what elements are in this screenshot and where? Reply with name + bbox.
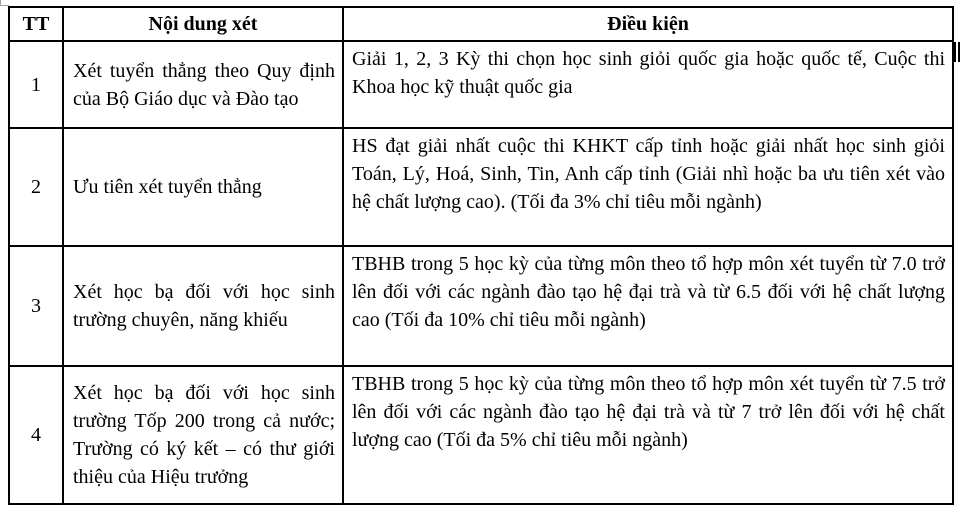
table-header-row	[9, 7, 953, 41]
condition-cell: Giải 1, 2, 3 Kỳ thi chọn học sinh giỏi quốc gia hoặc quốc tế, Cuộc thi Khoa học kỹ thuật quốc gia	[343, 41, 953, 128]
cursor-bar	[958, 42, 960, 62]
header-content: Nội dung xét	[63, 7, 343, 41]
table-row	[9, 128, 953, 246]
content-cell: Xét học bạ đối với học sinh trường Tốp 200 trong cả nước; Trường có ký kết – có thư giới thiệu của Hiệu trưởng	[63, 366, 343, 504]
header-tt: TT	[9, 7, 63, 41]
table-row	[9, 41, 953, 128]
condition-cell: TBHB trong 5 học kỳ của từng môn theo tổ hợp môn xét tuyển từ 7.5 trở lên đối với các ngành đào tạo hệ đại trà và từ 7 trở lên đối với hệ chất lượng cao (Tối đa 5% chỉ tiêu mỗi ngành)	[343, 366, 953, 504]
header-condition: Điều kiện	[343, 7, 953, 41]
row-number-cell: 4	[9, 366, 63, 504]
content-cell: Ưu tiên xét tuyển thẳng	[63, 128, 343, 246]
text-cursor-artifact	[954, 42, 961, 62]
content-cell: Xét tuyển thẳng theo Quy định của Bộ Giáo dục và Đào tạo	[63, 41, 343, 128]
row-number-cell: 3	[9, 246, 63, 366]
condition-cell: TBHB trong 5 học kỳ của từng môn theo tổ hợp môn xét tuyển từ 7.0 trở lên đối với các ngành đào tạo hệ đại trà và từ 6.5 đối với hệ chất lượng cao (Tối đa 10% chỉ tiêu mỗi ngành)	[343, 246, 953, 366]
row-number-cell: 1	[9, 41, 63, 128]
content-cell: Xét học bạ đối với học sinh trường chuyên, năng khiếu	[63, 246, 343, 366]
row-number-cell: 2	[9, 128, 63, 246]
admission-criteria-table	[8, 6, 954, 505]
table-row	[9, 246, 953, 366]
condition-cell: HS đạt giải nhất cuộc thi KHKT cấp tỉnh hoặc giải nhất học sinh giỏi Toán, Lý, Hoá, Sinh, Tin, Anh cấp tỉnh (Giải nhì hoặc ba ưu tiên xét vào hệ chất lượng cao). (Tối đa 3% chỉ tiêu mỗi ngành)	[343, 128, 953, 246]
cursor-bar	[954, 42, 956, 62]
table-row	[9, 366, 953, 504]
